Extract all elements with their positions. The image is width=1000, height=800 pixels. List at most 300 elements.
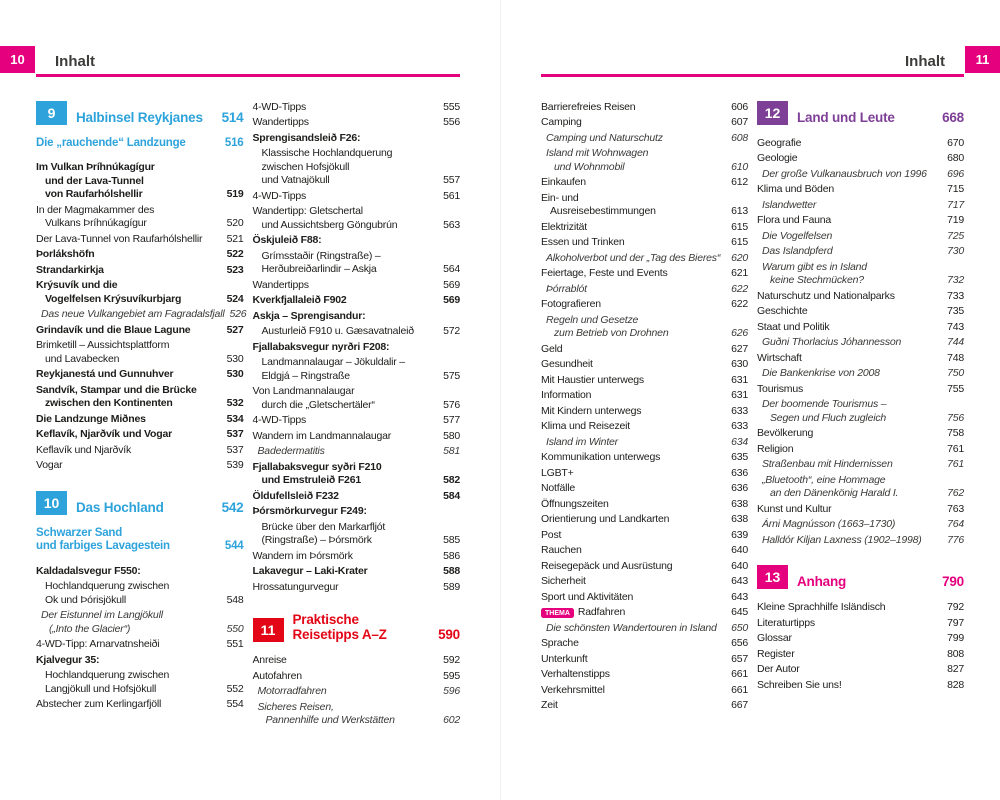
toc-entry-label: 4-WD-Tipps: [252, 100, 307, 113]
toc-entry: [253, 461, 461, 488]
toc-entry: [541, 684, 748, 698]
toc-line: [541, 374, 748, 388]
toc-entry: [541, 101, 748, 115]
toc-page-number: 725: [947, 229, 964, 242]
toc-line: [757, 137, 964, 151]
toc-entry-label: Þórsmörkurvegur F249:: [252, 505, 367, 517]
toc-line: [757, 427, 964, 441]
toc-line: [541, 327, 748, 341]
toc-entry-label: Der große Vulkanausbruch von 1996: [762, 167, 927, 180]
toc-page-number: 668: [942, 109, 964, 125]
toc-entry-label: Sprengisandsleið F26:: [252, 131, 361, 144]
toc-line: [253, 116, 461, 130]
toc-entry-label: Wandertipps: [252, 116, 309, 128]
toc-line: [757, 367, 964, 381]
toc-page-number: 643: [731, 590, 748, 603]
toc-line: [541, 389, 748, 403]
toc-entry-label: Mit Haustier unterwegs: [541, 373, 644, 386]
chapter-number-box: 9: [36, 101, 67, 125]
toc-line: [253, 174, 461, 188]
toc-page-number: 530: [226, 352, 244, 365]
toc-page-number: 524: [226, 292, 244, 305]
toc-page-number: 561: [443, 189, 460, 202]
toc-page-number: 572: [443, 325, 460, 337]
chapter-title: [797, 574, 964, 589]
toc-entry-label: zum Betrieb von Drohnen: [554, 327, 669, 339]
toc-entry: [541, 283, 748, 297]
toc-entry-label: Askja – Sprengisandur:: [252, 309, 366, 322]
toc-line: [541, 467, 748, 481]
header-title-right: Inhalt: [905, 53, 945, 70]
toc-line: [757, 383, 964, 397]
toc-entry-label: Þorlákshöfn: [36, 248, 95, 260]
toc-entry: [757, 230, 964, 244]
toc-entry: [36, 428, 244, 442]
toc-entry: [541, 436, 748, 450]
toc-page-number: 520: [226, 217, 244, 229]
toc-page-number: 756: [947, 411, 964, 424]
toc-entry: [36, 161, 244, 202]
toc-page-number: 537: [226, 443, 244, 456]
toc-entry-label: und Aussichtsberg Göngubrún: [261, 218, 398, 231]
toc-line: [757, 214, 964, 228]
toc-line: [253, 147, 461, 161]
toc-entry: [541, 343, 748, 357]
toc-entry-label: Lakavegur – Laki-Krater: [252, 565, 368, 577]
toc-entry: [541, 314, 748, 341]
toc-entry-label: Geld: [541, 342, 563, 355]
toc-line: [36, 683, 244, 697]
toc-line: [757, 617, 964, 631]
toc-page-number: 521: [226, 232, 244, 245]
toc-line: [541, 176, 748, 190]
toc-line: [757, 534, 964, 548]
toc-line: [36, 217, 244, 231]
toc-page-number: 527: [226, 323, 244, 336]
toc-entry-label: Wandertipps: [252, 278, 309, 291]
toc-entry-label: Brücke über den Markarfljót: [261, 520, 386, 533]
toc-entry: [253, 147, 461, 188]
toc-entry: [757, 617, 964, 631]
page-right: [500, 0, 1000, 800]
toc-page-number: 748: [947, 351, 964, 364]
chapter-title: [293, 612, 461, 642]
toc-entry-label: Register: [757, 647, 795, 660]
toc-entry: [253, 341, 461, 355]
toc-entry-label: Tourismus: [757, 382, 804, 395]
toc-entry-label: Sicheres Reisen,: [257, 700, 334, 713]
toc-line: [757, 663, 964, 677]
toc-entry-label: Halldór Kiljan Laxness (1902–1998): [762, 533, 922, 546]
toc-entry-label: Landmannalaugar – Jökuldalir –: [261, 356, 405, 368]
toc-entry: [541, 358, 748, 372]
toc-entry: [757, 137, 964, 151]
toc-entry-label: Kleine Sprachhilfe Isländisch: [757, 601, 886, 613]
toc-entry: [253, 132, 461, 146]
toc-entry-label: Im Vulkan Þríhnúkagígur: [36, 161, 155, 173]
toc-entry-label: Eldgjá – Ringstraße: [261, 369, 350, 382]
toc-entry-label: Flora und Fauna: [757, 214, 832, 226]
toc-entry: [253, 654, 461, 668]
toc-line: [757, 261, 964, 275]
toc-entry-label: zwischen Hofsjökull: [261, 160, 350, 173]
toc-entry: [757, 632, 964, 646]
toc-line: [76, 500, 244, 515]
toc-page-number: 526: [229, 308, 247, 320]
toc-page-number: 606: [731, 100, 748, 113]
toc-entry: [757, 503, 964, 517]
toc-line: [36, 540, 244, 554]
toc-line: [36, 137, 244, 151]
toc-line: [253, 670, 461, 684]
toc-entry: [36, 413, 244, 427]
toc-entry: [541, 374, 748, 388]
toc-entry-label: Pannenhilfe und Werkstätten: [265, 714, 395, 726]
toc-entry-label: Das Islandpferd: [762, 245, 833, 257]
toc-page-number: 622: [731, 282, 748, 295]
toc-page-number: 607: [731, 116, 748, 128]
toc-entry-label: Hochlandquerung zwischen: [45, 580, 170, 592]
toc-line: [757, 274, 964, 288]
toc-column-1: [36, 101, 247, 730]
toc-entry: [541, 451, 748, 465]
toc-line: [541, 591, 748, 605]
toc-page-number: 514: [221, 109, 244, 125]
toc-line: [541, 684, 748, 698]
toc-entry: [253, 190, 461, 204]
toc-line: [253, 279, 461, 293]
toc-entry: [253, 356, 461, 383]
toc-page-number: 640: [731, 544, 748, 556]
toc-line: [757, 230, 964, 244]
toc-page-number: 580: [443, 429, 460, 442]
toc-line: [253, 714, 461, 728]
toc-line: [253, 654, 461, 668]
toc-entry: [757, 518, 964, 532]
toc-page-number: 631: [731, 373, 748, 386]
toc-entry-label: Der Autor: [757, 663, 800, 675]
toc-page-number: 588: [443, 565, 460, 577]
toc-entry-label: Radfahren: [577, 606, 626, 618]
toc-page-number: 551: [226, 638, 244, 650]
toc-entry: [757, 199, 964, 213]
toc-page-number: 661: [731, 668, 748, 680]
toc-entry: [541, 622, 748, 636]
toc-entry: [541, 513, 748, 527]
toc-line: [36, 308, 247, 322]
toc-page-number: 532: [226, 397, 244, 409]
toc-entry: [253, 279, 461, 293]
toc-line: [253, 294, 461, 308]
toc-entry: [541, 575, 748, 589]
toc-line: [253, 190, 461, 204]
toc-entry: [757, 679, 964, 693]
toc-line: [253, 205, 461, 219]
toc-page-number: 555: [443, 100, 460, 113]
toc-line: [253, 685, 461, 699]
toc-line: [36, 397, 244, 411]
toc-entry: [757, 474, 964, 501]
toc-line: [36, 248, 244, 262]
toc-line: [757, 632, 964, 646]
toc-page-number: 797: [947, 616, 964, 629]
toc-entry-label: Keflavík, Njarðvík und Vogar: [36, 428, 172, 440]
toc-entry: [757, 168, 964, 182]
toc-entry-label: Naturschutz und Nationalparks: [757, 289, 895, 302]
toc-entry: [36, 580, 244, 607]
toc-line: [253, 521, 461, 535]
toc-entry-label: Badedermatitis: [257, 445, 325, 457]
toc-page-number: 589: [443, 580, 460, 593]
toc-line: [541, 236, 748, 250]
toc-entry-label: Mit Kindern unterwegs: [541, 404, 642, 417]
toc-line: [757, 458, 964, 472]
toc-page-number: 656: [731, 637, 748, 649]
toc-entry-label: Kunst und Kultur: [757, 502, 832, 515]
toc-entry-label: und Lavabecken: [45, 352, 120, 365]
page-header-right: [501, 46, 1000, 73]
toc-line: [541, 132, 748, 146]
toc-entry-label: durch die „Gletschertäler“: [261, 398, 375, 411]
toc-entry-label: Hochlandquerung zwischen: [45, 669, 170, 681]
toc-entry: [253, 521, 461, 548]
toc-line: [36, 279, 244, 293]
toc-entry-label: Der boomende Tourismus –: [762, 398, 887, 410]
toc-line: [757, 601, 964, 615]
toc-page-number: 539: [226, 459, 244, 471]
toc-entry-label: Segen und Fluch zugleich: [770, 411, 887, 424]
toc-column-2: [253, 101, 461, 730]
toc-entry-label: Regeln und Gesetze: [546, 313, 639, 326]
toc-entry: [541, 482, 748, 496]
chapter-number-box: 13: [757, 565, 788, 589]
page-header-left: [0, 46, 500, 73]
toc-entry-label: keine Stechmücken?: [770, 274, 864, 286]
toc-line: [757, 245, 964, 259]
toc-entry-label: Zeit: [541, 699, 558, 711]
toc-page-number: 762: [947, 487, 964, 499]
chapter-number-box: 10: [36, 491, 67, 515]
toc-line: [757, 352, 964, 366]
toc-page-number: 776: [947, 533, 964, 546]
toc-entry-label: Religion: [757, 442, 794, 455]
toc-line: [253, 250, 461, 264]
toc-line: [36, 565, 244, 579]
toc-line: [541, 560, 748, 574]
toc-entry: [757, 290, 964, 304]
toc-entry-label: LGBT+: [541, 466, 574, 479]
toc-entry: [253, 294, 461, 308]
toc-page-number: 717: [947, 198, 964, 211]
toc-line: [36, 444, 244, 458]
toc-entry-label: Reisegepäck und Ausrüstung: [541, 559, 673, 572]
toc-entry: [36, 339, 244, 366]
toc-entry: [253, 490, 461, 504]
toc-entry-label: Das neue Vulkangebiet am Fagradalsfjall: [41, 308, 225, 320]
toc-entry-label: Elektrizität: [541, 220, 588, 233]
toc-page-number: 761: [947, 442, 964, 455]
toc-entry: [253, 234, 461, 248]
toc-entry-label: Die Bankenkrise von 2008: [762, 367, 880, 379]
toc-entry-label: an den Dänenkönig Harald I.: [770, 487, 899, 499]
toc-entry: [541, 389, 748, 403]
toc-line: [757, 290, 964, 304]
toc-entry-label: Der Lava-Tunnel von Raufarhólshellir: [36, 232, 203, 245]
toc-page-number: 790: [942, 574, 964, 589]
toc-page-number: 657: [731, 652, 748, 665]
toc-line: [36, 188, 244, 202]
toc-entry-label: Islandwetter: [762, 198, 817, 211]
toc-line: [757, 168, 964, 182]
toc-line: [541, 358, 748, 372]
chapter-title: [76, 110, 244, 125]
toc-page-number: 564: [443, 263, 460, 275]
toc-page-number: 827: [947, 663, 964, 675]
toc-entry-label: Rauchen: [541, 544, 582, 556]
toc-line: [541, 498, 748, 512]
toc-entry-label: Öskjuleið F88:: [252, 234, 322, 246]
toc-line: [757, 412, 964, 426]
header-title-left: Inhalt: [55, 53, 95, 70]
toc-entry: [253, 385, 461, 412]
toc-entry-label: Literaturtipps: [757, 616, 815, 629]
toc-line: [541, 314, 748, 328]
toc-page-number: 622: [731, 298, 748, 310]
toc-entry-label: und der Lava-Tunnel: [45, 174, 144, 187]
toc-entry: [36, 669, 244, 696]
toc-page-number: 610: [731, 160, 748, 173]
toc-entry: [541, 420, 748, 434]
toc-entry-label: und farbiges Lavagestein: [36, 540, 170, 552]
header-rule-left: [36, 74, 460, 77]
toc-entry: [36, 527, 244, 554]
toc-entry: [757, 534, 964, 548]
toc-entry-label: Camping: [541, 116, 582, 128]
header-rule-right: [541, 74, 964, 77]
toc-entry-label: Camping und Naturschutz: [546, 131, 663, 144]
toc-entry-label: Staat und Politik: [757, 320, 830, 333]
toc-entry: [541, 298, 748, 312]
toc-page-number: 592: [443, 654, 460, 666]
toc-entry: [253, 310, 461, 324]
toc-entry: [541, 606, 748, 620]
toc-entry-label: Anhang: [797, 574, 847, 589]
toc-entry: [36, 459, 244, 473]
toc-entry-label: Bevölkerung: [757, 427, 814, 439]
toc-entry-label: Ein- und: [541, 191, 579, 204]
toc-line: [757, 183, 964, 197]
toc-entry-label: Ausreisebestimmungen: [550, 205, 656, 217]
toc-page-number: 680: [947, 152, 964, 164]
toc-page-number: 636: [731, 482, 748, 494]
toc-page-number: 630: [731, 358, 748, 370]
toc-page-number: 585: [443, 534, 460, 546]
toc-entry-label: von Raufarhólshellir: [45, 188, 143, 200]
toc-entry: [541, 668, 748, 682]
toc-entry-label: Herðubreiðarlindir – Askja: [261, 263, 377, 275]
toc-entry-label: Praktische: [292, 612, 359, 627]
toc-entry: [757, 321, 964, 335]
toc-page-number: 808: [947, 647, 964, 660]
toc-entry-label: Anreise: [252, 654, 287, 666]
toc-page-number: 590: [438, 627, 460, 642]
toc-line: [36, 353, 244, 367]
toc-entry: [541, 132, 748, 146]
toc-entry-label: Notfälle: [541, 482, 576, 494]
toc-line: [36, 324, 244, 338]
toc-entry: [541, 467, 748, 481]
toc-entry: [757, 458, 964, 472]
toc-line: [541, 513, 748, 527]
toc-line: [541, 668, 748, 682]
toc-entry: [757, 648, 964, 662]
toc-entry-label: („Into the Glacier“): [49, 622, 131, 635]
toc-entry-label: Verhaltenstipps: [541, 668, 610, 680]
toc-entry: [541, 252, 748, 266]
toc-page-number: 631: [731, 389, 748, 401]
toc-entry-label: Þórrablót: [546, 282, 587, 295]
toc-entry-label: Kverkfjallaleið F902: [252, 294, 347, 306]
toc-entry-label: Fjallabaksvegur nyrðri F208:: [252, 340, 390, 353]
toc-entry-label: Die Landzunge Miðnes: [36, 412, 146, 425]
toc-page-number: 670: [947, 136, 964, 149]
toc-entry-label: Warum gibt es in Island: [762, 260, 867, 273]
toc-page-number: 556: [443, 116, 460, 128]
toc-entry-label: Island mit Wohnwagen: [546, 147, 649, 159]
toc-line: [36, 609, 244, 623]
toc-page-number: 764: [947, 518, 964, 530]
toc-entry: [36, 654, 244, 668]
toc-entry-label: Orientierung und Landkarten: [541, 513, 670, 525]
toc-entry-label: Austurleið F910 u. Gæsavatnaleið: [261, 325, 414, 337]
toc-line: [36, 669, 244, 683]
toc-entry: [541, 236, 748, 250]
toc-page-number: 735: [947, 305, 964, 317]
toc-column-4: [757, 101, 964, 715]
toc-line: [541, 116, 748, 130]
toc-entry-label: Island im Winter: [546, 435, 618, 448]
toc-entry-label: Essen und Trinken: [541, 236, 625, 248]
toc-entry-label: Gesundheit: [541, 358, 593, 370]
toc-entry: [253, 445, 461, 459]
content-columns-left: [0, 101, 500, 730]
toc-entry-label: Keflavík und Njarðvík: [36, 443, 132, 456]
toc-line: [541, 221, 748, 235]
chapter-heading: [757, 101, 964, 125]
toc-entry-label: Krýsuvík und die: [36, 279, 118, 291]
toc-page-number: 828: [947, 678, 964, 691]
toc-page-number: 522: [226, 248, 244, 260]
toc-page-number: 667: [731, 699, 748, 711]
toc-entry-label: Klima und Böden: [757, 183, 834, 195]
toc-entry-label: Ok und Þórisjökull: [45, 593, 127, 606]
toc-entry-label: Halbinsel Reykjanes: [76, 109, 203, 125]
toc-entry-label: (Ringstraße) – Þórsmörk: [261, 534, 372, 546]
toc-line: [253, 701, 461, 715]
toc-entry: [36, 698, 244, 712]
toc-entry-label: Reisetipps A–Z: [292, 627, 387, 642]
toc-entry: [36, 638, 244, 652]
toc-entry: [541, 529, 748, 543]
toc-page-number: 577: [443, 414, 460, 426]
toc-entry-label: Autofahren: [252, 669, 302, 682]
toc-entry-label: Geografie: [757, 136, 802, 149]
toc-line: [76, 110, 244, 125]
toc-line: [253, 461, 461, 475]
toc-page-number: 621: [731, 267, 748, 279]
toc-entry-label: und Wohnmobil: [554, 160, 625, 173]
toc-line: [36, 413, 244, 427]
